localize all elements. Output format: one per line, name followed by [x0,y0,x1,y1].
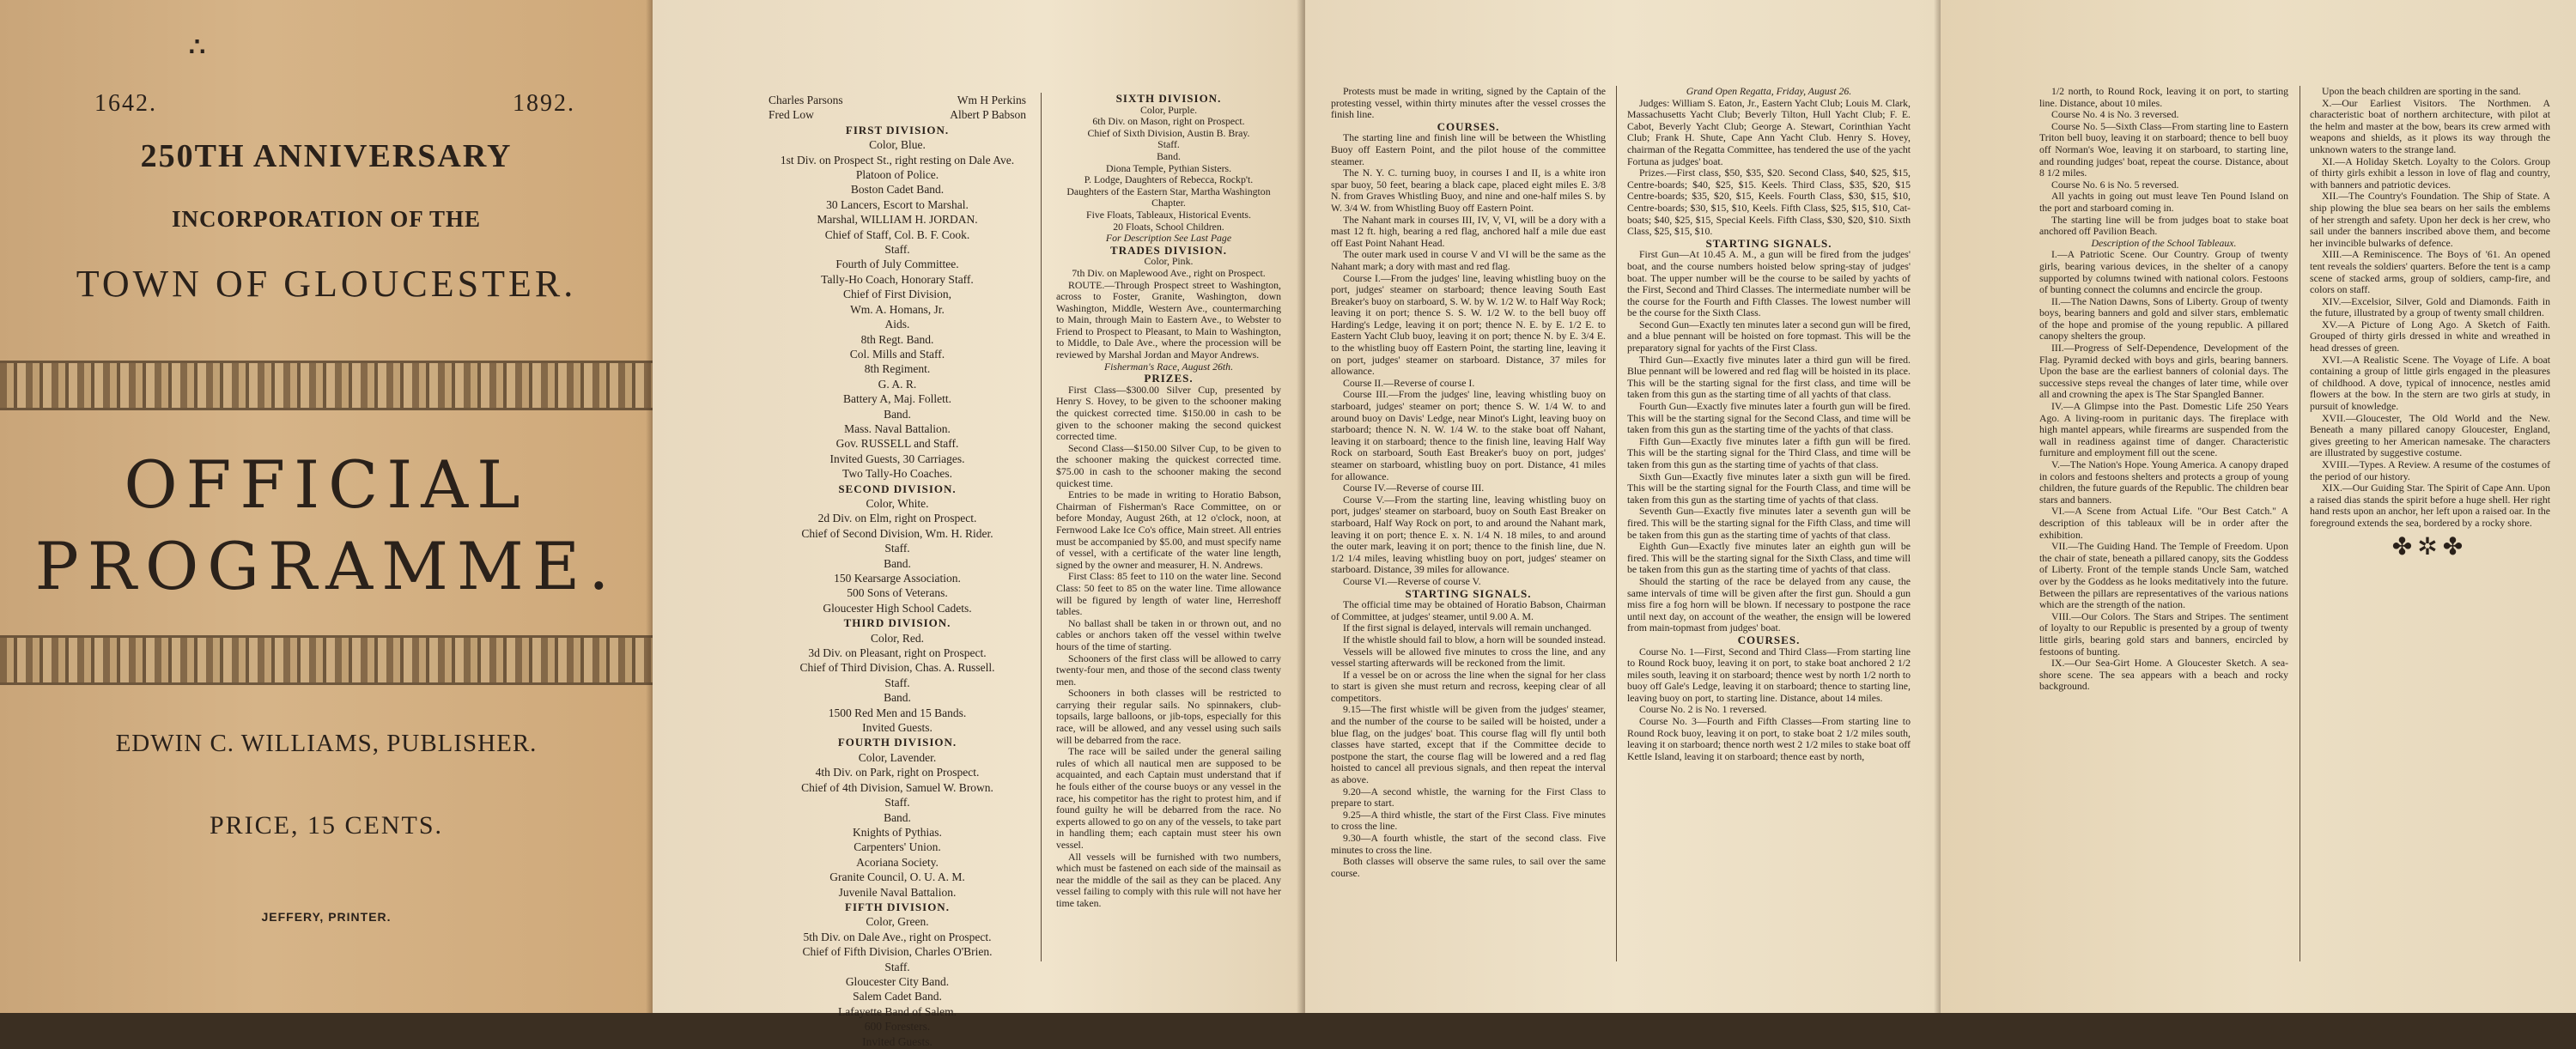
paragraph: 9.30—A fourth whistle, the start of the second class. Five minutes to cross the line. [1331,832,1606,856]
section-heading: PRIZES. [1144,372,1194,385]
entry-line: Staff. [884,676,910,689]
paragraph: Third Gun—Exactly five minutes later a third gun will be fired. Blue pennant will be lowered and red flag will be hoisted in its place. This will be the starting signal for the first class, and time will be taken from this gun as the starting time of all yachts of that class. [1627,353,1911,401]
incorporation-line: INCORPORATION OF THE [171,206,482,232]
italic-heading: Description of the School Tableaux. [2091,236,2237,249]
paragraph: II.—The Nation Dawns, Sons of Liberty. Group of twenty boys, bearing banners and gold and silver stars, emblematic of the hope and promise of the young republic. A pillared canopy shelters the group. [2039,294,2288,343]
paragraph: If a vessel be on or across the line when the signal for her class to start is given she must return and recross, keeping clear of all competitors. [1331,668,1606,704]
entry-line: Knights of Pythias. [853,825,942,839]
entry-line: Staff. [884,960,910,973]
entry-line: Invited Guests. [862,1034,933,1048]
section-heading: SECOND DIVISION. [838,482,957,495]
paragraph: The official time may be obtained of Horatio Babson, Chairman of Committee, at judges' steamer, until 9.00 A. M. [1331,598,1606,622]
paragraph: ROUTE.—Through Prospect street to Washington, across to Foster, Granite, Washington, down Washington, Middle, Western Ave., countermarching to Main, through Main to Eastern Ave., to Webster to Friend to Prospect to Pleasant, to Main to Washington, to Middle, to Dale Ave., where the procession will be reviewed by Marshal Jordan and Mayor Andrews. [1056,278,1281,361]
entry-line: Chief of 4th Division, Samuel W. Brown. [801,780,993,794]
division-list [769,123,1026,1049]
column-rule [1616,86,1617,961]
paragraph: The starting line will be from judges boat to stake boat anchored off Pavilion Beach. [2039,213,2288,238]
paragraph: VIII.—Our Colors. The Stars and Stripes. The sentiment of loyalty to our Republic is presented by a group of twenty little girls, bearing gold stars and banners, encircled by festoons of bunting. [2039,609,2288,658]
entry-line: 4th Div. on Park, right on Prospect. [815,766,980,779]
programme-title: PROGRAMME. [34,528,618,604]
entry-line: Granite Council, O. U. A. M. [829,870,965,884]
paragraph: Schooners of the first class will be allowed to carry twenty-four men, and those of the second class twenty men. [1056,652,1281,688]
paragraph: Sixth Gun—Exactly five minutes later a sixth gun will be fired. This will be the starting signal for the Fourth Class, and time will be taken from this gun as the starting time of yachts of that class. [1627,470,1911,506]
entry-line: 20 Floats, School Children. [1113,220,1224,233]
names-row-2 [769,107,1026,122]
paragraph: First Class: 85 feet to 110 on the water line. Second Class: 50 feet to 85 on the water line. Time allowance will be figured by length of water line, Herreshoff tables. [1056,570,1281,618]
entry-line: Color, Purple. [1139,103,1198,116]
paragraph: Upon the beach children are sporting in the sand. [2322,85,2521,97]
race-column-left [1331,86,1606,879]
committee-name: Charles Parsons [769,94,843,106]
entry-line: Band. [884,556,911,570]
paragraph: XII.—The Country's Foundation. The Ship of State. A ship plowing the blue sea bears on her sails the emblems of her strength and safety. Upon her deck is her crew, who sail under the banners inscribed above them, and become her invincible bulwarks of defence. [2310,190,2550,249]
entry-line: Daughters of the Eastern Star, Martha Washington Chapter. [1066,185,1271,209]
paragraph: Fourth Gun—Exactly five minutes later a fourth gun will be fired. This will be the starting signal for the Second Class, and time will be taken from this gun as the starting time of the yachts of that class. [1627,400,1911,436]
entry-line: Boston Cadet Band. [850,183,945,197]
paragraph: Course No. 4 is No. 3 reversed. [2051,108,2179,121]
entry-line: Band. [884,810,911,824]
entry-line: Gov. RUSSELL and Staff. [835,437,959,451]
section-heading: STARTING SIGNALS. [1405,586,1532,600]
entry-line: 1500 Red Men and 15 Bands. [828,706,967,719]
paragraph: Protests must be made in writing, signed by the Captain of the protesting vessel, within thirty minutes after the vessel crosses the finish line. [1331,85,1606,121]
paragraph: 9.20—A second whistle, the warning for the First Class to prepare to start. [1331,785,1606,809]
entry-line: 150 Kearsarge Association. [834,572,961,585]
paragraph: VI.—A Scene from Actual Life. "Our Best Catch." A description of this tableaux will be in order after the exhibition. [2039,505,2288,541]
ornament-flourish: ✤✲✤ [2391,533,2469,561]
division-list-continued [1056,93,1281,910]
entry-line: Lafayette Band of Salem. [838,1004,957,1018]
entry-line: Gloucester High School Cadets. [823,601,972,615]
entry-line: Acoriana Society. [856,855,939,869]
paragraph: All yachts in going out must leave Ten Pound Island on the port and starboard coming in. [2039,190,2288,214]
decorative-band-top [0,361,653,410]
paragraph: All vessels will be furnished with two numbers, which must be fastened on each side of the mainsail as near the middle of the sail as they can be placed. Any vessel failing to comply with this rule will not have her time taken. [1056,850,1281,909]
section-heading: FOURTH DIVISION. [837,736,957,749]
entry-line: Invited Guests, 30 Carriages. [829,452,965,465]
paragraph: XIX.—Our Guiding Star. The Spirit of Cape Ann. Upon a raised dias stands the spirit before a huge shell. Her right hand rests upon an anchor, her left upon a raised oar. In the foreground extends the sea, bordered by a rocky shore. [2310,482,2550,529]
paragraph: Vessels will be allowed five minutes to cross the line, and any vessel starting afterwards will be reckoned from the limit. [1331,645,1606,670]
entry-line: Five Floats, Tableaux, Historical Events. [1086,208,1251,221]
entry-line: Marshal, WILLIAM H. JORDAN. [817,213,978,227]
entry-line: 5th Div. on Dale Ave., right on Prospect. [803,930,992,943]
entry-line: 2d Div. on Elm, right on Prospect. [817,512,977,525]
paragraph: XI.—A Holiday Sketch. Loyalty to the Colors. Group of thirty girls exhibit a lesson in love of flag and country, with banners and patriotic devices. [2310,155,2550,191]
entry-line: Chief of First Division, [842,288,951,301]
entry-line: Band. [1157,149,1181,162]
entry-line: Chief of Third Division, Chas. A. Russell. [799,661,995,675]
paragraph: Judges: William S. Eaton, Jr., Eastern Yacht Club; Louis M. Clark, Massachusetts Yacht Club; Beverly Tilton, Hull Yacht Club; F. E. Cabot, Beverly Yacht Club; George A. Stewart, Corinthian Yacht Club; Frank H. Shute, Cape Ann Yacht Club. Henry S. Hovey, chairman of the Regatta Committee, has tendered the use of the yacht Fortuna as judges' boat. [1627,96,1911,167]
entry-line: 6th Div. on Mason, right on Prospect. [1092,115,1245,128]
decorative-band-bottom [0,635,653,685]
names-row-1 [769,93,1026,107]
paragraph: Seventh Gun—Exactly five minutes later a seventh gun will be fired. This will be the starting signal for the Fifth Class, and time will be taken from this gun as the starting time of yachts of that class. [1627,505,1911,541]
entry-line: Aids. [884,318,910,331]
entry-line: Color, Lavender. [858,750,937,764]
paragraph: Course No. 5—Sixth Class—From starting line to Eastern Triton bell buoy, leaving it on starboard; thence to bell buoy off Norman's Woe, leaving it on starboard, to starting line, and rounding judges' boat, repeat the course. Distance, about 8 1/2 miles. [2039,119,2288,179]
section-heading: COURSES. [1737,633,1801,646]
paragraph: The race will be sailed under the general sailing rules of which all nautical men are supposed to be acquainted, and each Captain must understand that if he fouls either of the course buoys or any vessel in the race, his competitor has the right to protest him, and if found guilty he will be debarred from the race. No experts allowed to go on any of the vessels, to take part in handling them; each captain must steer his own vessel. [1056,745,1281,851]
paragraph: IV.—A Glimpse into the Past. Domestic Life 250 Years Ago. A living-room in puritanic days. The fireplace with high mantel appears, while firearms are suspended from the wall in readiness against time of danger. Characteristic furniture and employment fill out the scene. [2039,400,2288,459]
paragraph: No ballast shall be taken in or thrown out, and no cables or anchors taken off the vessel within twelve hours of the time of starting. [1056,616,1281,652]
regatta-rules-list [1627,86,1911,762]
cover-ornament-mark: ∴ [189,33,206,62]
town-title: TOWN OF GLOUCESTER. [76,263,577,305]
entry-line: Color, Red. [870,631,925,645]
paragraph: Entries to be made in writing to Horatio Babson, Chairman of Fisherman's Race Committee, on or before Monday, August 26th, at 12 o'clock, noon, at Fernwood Lake Ice Co's office, Main street. All entries must be accompanied by $5.00, and must specify name of vessel, with a certificate of the water line length, signed by the owner and measurer, H. N. Andrews. [1056,488,1281,571]
italic-heading: For Description See Last Page [1105,232,1232,245]
paragraph: XIII.—A Reminiscence. The Boys of '61. An opened tent reveals the soldiers' quarters. Before the tent is a camp scene of stacked arms, group of soldiers, camp-fire, and colors on staff. [2310,248,2550,296]
paragraph: Should the starting of the race be delayed from any cause, the same intervals of time will be given after the first gun. Should a gun miss fire a fog horn will be blown. If necessary to postpone the race until next day, on account of the weather, the ensign will be lowered from main-topmast from judges' boat. [1627,574,1911,634]
entry-line: Color, Pink. [1144,255,1194,268]
entry-line: Tally-Ho Coach, Honorary Staff. [821,272,974,286]
entry-line: 1st Div. on Prospect St., right resting on Dale Ave. [780,153,1015,167]
section-heading: THIRD DIVISION. [843,616,951,630]
entry-line: Wm. A. Homans, Jr. [850,302,945,316]
column-rule [1041,93,1042,961]
entry-line: Staff. [884,542,910,555]
paragraph: Fifth Gun—Exactly five minutes later a fifth gun will be fired. This will be the starting signal for the Third Class, and time will be taken from this gun as the starting time of yachts of that class. [1627,434,1911,470]
entry-line: Diona Temple, Pythian Sisters. [1105,161,1232,174]
paragraph: Second Gun—Exactly ten minutes later a second gun will be fired, and a blue pennant will be hoisted on fore topmast. This will be the preparatory signal for yachts of the First Class. [1627,318,1911,355]
publisher-line: EDWIN C. WILLIAMS, PUBLISHER. [115,730,538,757]
paragraph: The starting line and finish line will be between the Whistling Buoy off Eastern Point, and the pilot house of the committee steamer. [1331,131,1606,167]
entry-line: Carpenters' Union. [854,840,941,854]
race-rules-page [1305,0,1941,1013]
entry-line: P. Lodge, Daughters of Rebecca, Rockp't. [1084,173,1254,186]
paragraph: Course III.—From the judges' line, leaving whistling buoy on starboard, judges' steamer on port; thence S. W. 1/4 W. to and around buoy on Davis' Ledge, near Minot's Light, leaving buoy on starboard; thence N. N. W. 1/4 W. to the stake boat off Nahant, leaving it on starboard; thence to the finish line, leaving Half Way Rock on starboard, South East Breaker's buoy on port, judges' steamer on starboard, whistling buoy on port. Distance, 41 miles for allowance. [1331,388,1606,482]
paragraph: Course VI.—Reverse of course V. [1343,574,1481,587]
entry-line: 3d Div. on Pleasant, right on Prospect. [808,646,987,660]
entry-line: Gloucester City Band. [845,974,950,988]
paragraph: 1/2 north, to Round Rock, leaving it on port, to starting line. Distance, about 10 miles. [2039,85,2288,109]
cover-years [94,90,575,118]
entry-line: Chief of Fifth Division, Charles O'Brien. [802,945,993,959]
tableaux-page [1941,0,2576,1013]
section-heading: FIFTH DIVISION. [845,900,950,913]
section-heading: FIRST DIVISION. [845,123,950,136]
entry-line: G. A. R. [878,377,917,391]
race-column-right [1627,86,1911,762]
paragraph: XVIII.—Types. A Review. A resume of the costumes of the period of our history. [2310,458,2550,482]
tableaux-list-continued [2310,86,2550,530]
entry-line: 600 Foresters. [864,1020,931,1034]
paragraph: XVII.—Gloucester, The Old World and the New. Beneath a many pillared canopy Gloucester, England, gives greeting to her American namesake. The characters are illustrated by suggestive costume. [2310,411,2550,459]
entry-line: Chief of Staff, Col. B. F. Cook. [824,227,970,241]
paragraph: IX.—Our Sea-Girt Home. A Gloucester Sketch. A sea-shore scene. The sea appears with a beach and rocky background. [2039,657,2288,693]
entry-line: Fourth of July Committee. [835,258,959,271]
italic-heading: Fisherman's Race, August 26th. [1103,360,1234,373]
procession-column-right [1056,93,1281,910]
entry-line: Band. [884,407,911,421]
paragraph: The outer mark used in course V and VI will be the same as the Nahant mark; a dory with mast and red flag. [1331,248,1606,272]
paragraph: Course No. 6 is No. 5 reversed. [2051,178,2179,191]
paragraph: If the whistle should fail to blow, a horn will be sounded instead. [1343,633,1606,646]
paragraph: III.—Progress of Self-Dependence, Development of the Flag. Pyramid decked with boys and girls, bearing banners. Upon the base are the earliest banners of colonial days. The successive steps reveal the changes of later time, while over all and crowning the apex is The Star Spangled Banner. [2039,342,2288,401]
paragraph: First Gun—At 10.45 A. M., a gun will be fired from the judges' boat, and the course numbers hoisted below spring-stay of judges' boat. The upper number will be the course to be sailed by yachts of the First, Second and Third Classes. The intermediate number will be the course for the Fourth and Fifth Classes. The lowest number will be the course for the Sixth Class. [1627,248,1911,319]
entry-line: 30 Lancers, Escort to Marshal. [826,197,969,211]
entry-line: Two Tally-Ho Coaches. [842,467,952,481]
year-left: 1642. [94,90,157,117]
entry-line: Col. Mills and Staff. [849,347,945,361]
paragraph: Course II.—Reverse of course I. [1343,376,1475,389]
paragraph: Schooners in both classes will be restricted to carrying their regular sails. No spinnakers, club-topsails, large balloons, or jib-tops, especially for this race, will be allowed, and any vessel using such sails will be debarred from the race. [1056,687,1281,746]
entry-line: Band. [884,691,911,705]
paragraph: The Nahant mark in courses III, IV, V, VI, will be a dory with a mast 12 ft. high, bearing a red flag, anchored half a mile due east off East Point Nahant Head. [1331,213,1606,249]
entry-line: Salem Cadet Band. [853,990,942,1004]
entry-line: Color, Green. [866,915,929,929]
committee-name: Albert P Babson [950,108,1026,122]
paragraph: V.—The Nation's Hope. Young America. A canopy draped in colors and festoons shelters and protects a group of young children, the future guards of the Republic. The children bear stars and banners. [2039,458,2288,506]
paragraph: X.—Our Earliest Visitors. The Northmen. A characteristic boat of northern architecture, with pilot at the helm and master at the bow, bears its crew armed with weapons and shields, as it plows its way through the unknown waters to the strange land. [2310,96,2550,155]
paragraph: If the first signal is delayed, intervals will remain unchanged. [1343,622,1592,634]
entry-line: Staff. [884,796,910,809]
paragraph: Course No. 2 is No. 1 reversed. [1639,703,1767,716]
paragraph: Course IV.—Reverse of course III. [1343,482,1485,494]
tableaux-column-right [2310,86,2550,565]
entry-line: Invited Guests. [862,721,933,735]
italic-heading: Grand Open Regatta, Friday, August 26. [1686,85,1852,97]
entry-line: Color, White. [866,496,929,510]
price-line: PRICE, 15 CENTS. [209,811,444,840]
entry-line: Battery A, Maj. Follett. [843,392,951,406]
official-title: OFFICIAL [124,446,529,523]
entry-line: Juvenile Naval Battalion. [838,885,957,899]
paragraph: Course No. 3—Fourth and Fifth Classes—From starting line to Round Rock buoy, leaving it on port, to stake boat 2 1/2 miles south, leaving it on starboard; thence north west 2 1/2 miles to stake boat off Kettle Island, leaving it on starboard; thence east by north, [1627,715,1911,762]
printer-line: JEFFERY, PRINTER. [261,910,392,924]
paragraph: 9.15—The first whistle will be given from the judges' steamer, and the number of the course to be sailed will be hoisted, under a blue flag, on the judges' boat. This course flag will fly until both classes have started, except that if the Committee decide to postpone the start, the course flag will be lowered and a red flag hoisted to cancel all previous signals, and then repeat the interval as above. [1331,703,1606,786]
entry-line: 7th Div. on Maplewood Ave., right on Prospect. [1072,266,1266,279]
paragraph: XV.—A Picture of Long Ago. A Sketch of Faith. Grouped of thirty girls dressed in white and wreathed in head dresses of green. [2310,318,2550,355]
entry-line: Chief of Sixth Division, Austin B. Bray. [1087,126,1250,139]
anniversary-heading: 250TH ANNIVERSARY [140,138,513,174]
committee-name: Fred Low [769,108,814,122]
paragraph: Eighth Gun—Exactly five minutes later an eighth gun will be fired. This will be the starting signal for the Sixth Class, and time will be taken from this gun as the starting time of yachts of that class. [1627,540,1911,576]
paragraph: VII.—The Guiding Hand. The Temple of Freedom. Upon the chair of state, beneath a pillared canopy, sits the Goddess of Liberty. Front of the temple stands Uncle Sam, watched over by the Goddess as he looks meditatively into the future. Between the pillars are representatives of the various nations which are the strength of the nation. [2039,540,2288,611]
section-heading: STARTING SIGNALS. [1705,236,1832,250]
tableaux-column-left [2039,86,2288,693]
paragraph: Course V.—From the starting line, leaving whistling buoy on port, judges' steamer on starboard, buoy on South East Breaker on starboard, Half Way Rock on port, to and around the Nahant mark, leaving it on port; thence E. x. N. 1/4 N. 18 miles, to and around the outer mark, leaving it on port; thence to the finish line, due N. 1/2 1/4 miles, leaving whistling buoy on port, judges' steamer on starboard. Distance, 39 miles for allowance. [1331,493,1606,576]
entry-line: Staff. [1157,138,1180,151]
section-heading: SIXTH DIVISION. [1115,92,1222,105]
paragraph: Course I.—From the judges' line, leaving whistling buoy on the port, judges' steamer on starboard; thence leaving South East Breaker's buoy on starboard, S. W. by W. 1/2 W. to Half Way Rock; leaving it on port; thence S. S. W. 1/2 W. to the bell buoy off Harding's Ledge, leaving it on port; thence N. E. by E. 1/2 E. to Eastern Yacht Club buoy, leaving it on port; thence N. by E. 3/4 E. to the whistling buoy off Eastern Point, the starting line, leaving it on port, judges' steamer on starboard. Distance, 37 miles for allowance. [1331,271,1606,378]
entry-line: Color, Blue. [869,138,926,152]
year-right: 1892. [513,90,575,117]
procession-page [653,0,1305,1048]
committee-name: Wm H Perkins [957,94,1026,106]
section-heading: COURSES. [1437,119,1500,133]
entry-line: Chief of Second Division, Wm. H. Rider. [801,526,993,540]
procession-column-left [769,93,1026,1049]
entry-line: Staff. [884,243,910,257]
paragraph: The N. Y. C. turning buoy, in courses I and II, is a white iron spar buoy, 50 feet, bearing a black cape, placed eight miles E. 3/8 N. from Graves Whistling Buoy, and nine and one-half miles S. by W. 3/4 W. from Whistling Buoy off Eastern Point. [1331,167,1606,214]
paragraph: Second Class—$150.00 Silver Cup, to be given to the schooner making the quickest corrected time. $75.00 in cash to the schooner making the second quickest time. [1056,441,1281,489]
section-heading: TRADES DIVISION. [1110,243,1227,257]
entry-line: 8th Regiment. [864,362,931,376]
paragraph: I.—A Patriotic Scene. Our Country. Group of twenty girls, bearing various devices, in the shelter of a canopy supported by columns twined with national colors. Festoons of bunting connect the columns and encircle the group. [2039,248,2288,296]
paragraph: Both classes will observe the same rules, to sail over the same course. [1331,855,1606,879]
paragraph: XVI.—A Realistic Scene. The Voyage of Life. A boat containing a group of little girls engaged in the pleasures of childhood. A dove, typical of innocence, nestles amid flowers at the bow. In the stern are two girls at study, in pursuit of knowledge. [2310,353,2550,413]
paragraph: 9.25—A third whistle, the start of the First Class. Five minutes to cross the line. [1331,808,1606,833]
entry-line: Platoon of Police. [855,168,939,182]
tableaux-list [2039,86,2288,693]
paragraph: XIV.—Excelsior, Silver, Gold and Diamonds. Faith in the future, illustrated by a group of twenty small children. [2310,294,2550,319]
entry-line: Mass. Naval Battalion. [844,421,951,435]
paragraph: Prizes.—First class, $50, $35, $20. Second Class, $40, $25, $15, Centre-boards; $40, $25, $15. Keels. Third Class, $35, $20, $15 Centre-boards; $35, $20, $15, Keels. Fourth Class, $30, $15, $10, Centre-boards; $30, $15, $10, Keels. Fifth Class, $25, $15, $10, Cat-boats; $40, $25, $15, Special Keels. Fifth Class, $30, $20, $10. Sixth Class, $25, $15, $10. [1627,167,1911,238]
entry-line: 500 Sons of Veterans. [847,586,948,600]
paragraph: Course No. 1—First, Second and Third Class—From starting line to Round Rock buoy, leaving it on port, to stake boat anchored 2 1/2 miles south, leaving it on starboard; thence west by north 1/2 north to buoy off Gale's Ledge, leaving it on starboard; thence to starting line, leaving buoy on port, to starting line. Distance, about 14 miles. [1627,645,1911,704]
paragraph: First Class—$300.00 Silver Cup, presented by Henry S. Hovey, to be given to the schooner making the quickest corrected time. $150.00 in cash to be given to the schooner making the second quickest corrected time. [1056,383,1281,443]
entry-line: 8th Regt. Band. [860,332,934,346]
cover-page [0,0,653,1013]
race-rules-list [1331,86,1606,879]
